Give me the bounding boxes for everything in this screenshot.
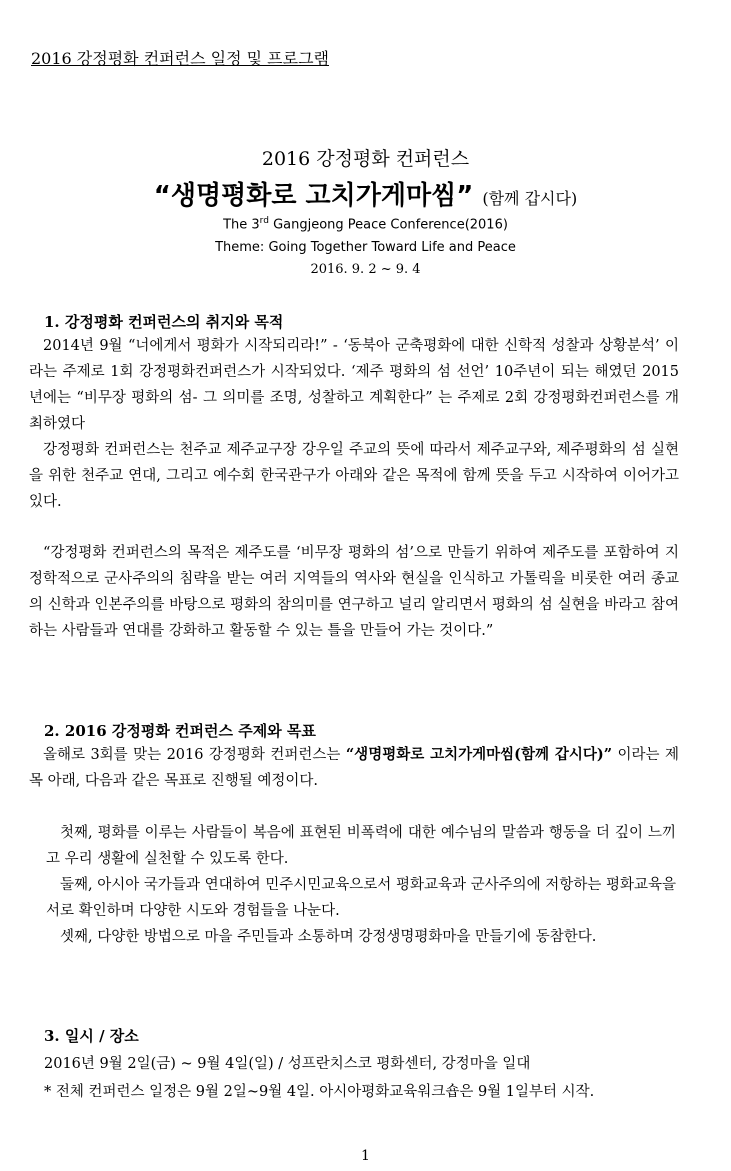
english-title-ordinal: rd — [259, 216, 269, 226]
english-theme: Theme: Going Together Toward Life and Peace — [215, 240, 516, 255]
section1-paragraph2: 강정평화 컨퍼런스는 천주교 제주교구장 강우일 주교의 뜻에 따라서 제주교구와, 제주평화의 섬 실현을 위한 천주교 연대, 그리고 예수회 한국관구가 아래와 같은 목적에 함께 뜻을 두고 시작하여 이어가고 있다. — [29, 442, 679, 510]
goal-second: 둘째, 아시아 국가들과 연대하여 민주시민교육으로서 평화교육과 군사주의에 저항하는 평화교육을 서로 확인하며 다양한 시도와 경험들을 나눈다. — [46, 877, 676, 919]
section2-intro-b: 이라는 제목 아래, 다음과 같은 목표로 진행될 예정이다. — [29, 747, 680, 789]
page-number: 1 — [361, 1148, 370, 1164]
section3-heading: 3. 일시 / 장소 — [44, 1027, 139, 1045]
conference-main-title — [0, 175, 731, 212]
section3-date-place: 2016년 9월 2일(금) ~ 9월 4일(일) / 성프란치스코 평화센터, 강정마을 일대 — [44, 1056, 531, 1072]
section1-paragraph1: 2014년 9월 “너에게서 평화가 시작되리라!” - ‘동북아 군축평화에 대한 신학적 성찰과 상황분석’ 이라는 주제로 1회 강정평화컨퍼런스가 시작되었다. ‘제주 평화의 섬 선언’ 10주년이 되는 해였던 2015년에는 “비무장 평화의 섬- 그 의미를 조명, 성찰하고 계획한다” 는 주제로 2회 강정평화컨퍼런스를 개최하였다 — [29, 338, 679, 432]
section2-intro — [29, 742, 679, 794]
section1-purpose-quote: “강정평화 컨퍼런스의 목적은 제주도를 ‘비무장 평화의 섬’으로 만들기 위하여 제주도를 포함하여 지정학적으로 군사주의의 침략을 받는 여러 지역들의 역사와 현실을 인식하고 가톨릭을 비롯한 여러 종교의 신학과 인본주의를 바탕으로 평화의 참의미를 연구하고 널리 알리면서 평화의 섬 실현을 바라고 참여하는 사람들과 연대를 강화하고 활동할 수 있는 틀을 만들어 가는 것이다.” — [29, 545, 679, 639]
main-title-text: “생명평화로 고치가게마씸” — [153, 181, 474, 211]
goal-third: 셋째, 다양한 방법으로 마을 주민들과 소통하며 강정생명평화마을 만들기에 동참한다. — [60, 929, 597, 945]
conference-year-title: 2016 강정평화 컨퍼런스 — [261, 148, 470, 170]
section1-heading: 1. 강정평화 컨퍼런스의 취지와 목적 — [44, 313, 284, 331]
english-title — [0, 216, 731, 232]
section2-intro-theme: “생명평화로 고치가게마씸(함께 갑시다)” — [345, 746, 613, 763]
main-title-subtitle: (함께 갑시다) — [482, 189, 578, 208]
section2-intro-a: 올해로 3회를 맞는 2016 강정평화 컨퍼런스는 — [43, 747, 346, 763]
english-title-prefix: The 3 — [223, 217, 260, 233]
section2-heading: 2. 2016 강정평화 컨퍼런스 주제와 목표 — [44, 722, 316, 740]
document-header: 2016 강정평화 컨퍼런스 일정 및 프로그램 — [31, 49, 329, 68]
goal-first: 첫째, 평화를 이루는 사람들이 복음에 표현된 비폭력에 대한 예수님의 말씀과 행동을 더 깊이 느끼고 우리 생활에 실천할 수 있도록 한다. — [46, 825, 676, 867]
section3-note: * 전체 컨퍼런스 일정은 9월 2일~9월 4일. 아시아평화교육워크숍은 9월 1일부터 시작. — [44, 1084, 595, 1100]
conference-dates: 2016. 9. 2 ~ 9. 4 — [310, 262, 421, 277]
english-title-suffix: Gangjeong Peace Conference(2016) — [268, 217, 508, 233]
